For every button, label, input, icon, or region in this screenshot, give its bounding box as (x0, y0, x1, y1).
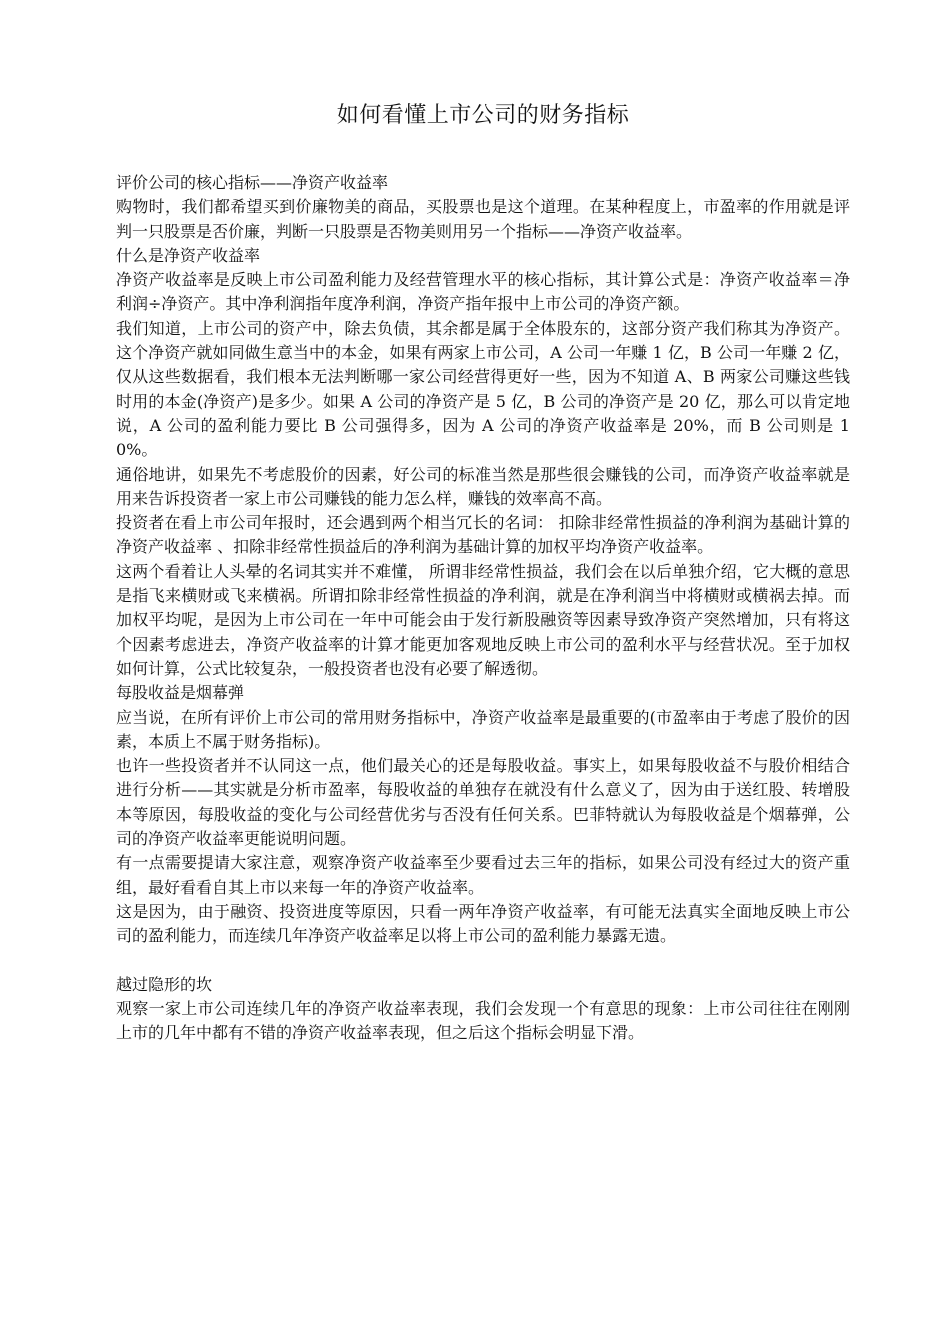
paragraph: 这两个看着让人头晕的名词其实并不难懂， 所谓非经常性损益，我们会在以后单独介绍，它大概的意思是指飞来横财或飞来横祸。所谓扣除非经常性损益的净利润，就是在净利润当中将横财或横祸去掉。而加权平均呢，是因为上市公司在一年中可能会由于发行新股融资等因素导致净资产突然增加，只有将这个因素考虑进去，净资产收益率的计算才能更加客观地反映上市公司的盈利水平与经营状况。至于加权如何计算，公式比较复杂，一般投资者也没有必要了解透彻。 (116, 561, 850, 678)
section-heading-core-indicator: 评价公司的核心指标——净资产收益率 (116, 173, 389, 192)
paragraph: 购物时，我们都希望买到价廉物美的商品，买股票也是这个道理。在某种程度上，市盈率的作用就是评判一只股票是否价廉，判断一只股票是否物美则用另一个指标——净资产收益率。 (116, 197, 850, 241)
paragraph: 应当说，在所有评价上市公司的常用财务指标中，净资产收益率是最重要的(市盈率由于考虑了股价的因素，本质上不属于财务指标)。 (116, 707, 850, 751)
section-heading-what-is-roe: 什么是净资产收益率 (116, 245, 261, 265)
paragraph: 净资产收益率是反映上市公司盈利能力及经营管理水平的核心指标，其计算公式是：净资产收益率＝净利润÷净资产。其中净利润指年度净利润，净资产指年报中上市公司的净资产额。 (116, 270, 850, 314)
section-heading-eps-smokescreen: 每股收益是烟幕弹 (116, 683, 245, 703)
paragraph: 这是因为，由于融资、投资进度等原因，只看一两年净资产收益率，有可能无法真实全面地反映上市公司的盈利能力，而连续几年净资产收益率足以将上市公司的盈利能力暴露无遗。 (116, 901, 850, 946)
section-heading-invisible-hurdle: 越过隐形的坎 (116, 974, 213, 994)
document-title: 如何看懂上市公司的财务指标 (336, 103, 630, 128)
paragraph: 也许一些投资者并不认同这一点，他们最关心的还是每股收益。事实上，如果每股收益不与股价相结合进行分析——其实就是分析市盈率，每股收益的单独存在就没有什么意义了，因为由于送红股、转增股本等原因，每股收益的变化与公司经营优劣与否没有任何关系。巴菲特就认为每股收益是个烟幕弹，公司的净资产收益率更能说明问题。 (116, 756, 850, 849)
paragraph: 有一点需要提请大家注意，观察净资产收益率至少要看过去三年的指标，如果公司没有经过大的资产重组，最好看看自其上市以来每一年的净资产收益率。 (116, 853, 850, 897)
paragraph: 通俗地讲，如果先不考虑股价的因素，好公司的标准当然是那些很会赚钱的公司，而净资产收益率就是用来告诉投资者一家上市公司赚钱的能力怎么样，赚钱的效率高不高。 (116, 464, 850, 508)
paragraph: 我们知道，上市公司的资产中，除去负债，其余都是属于全体股东的，这部分资产我们称其为净资产。这个净资产就如同做生意当中的本金，如果有两家上市公司，A 公司一年赚 1 亿，B 公司一年赚 2 亿，仅从这些数据看，我们根本无法判断哪一家公司经营得更好一些，因为不知道 A、B 两家公司赚这些钱时用的本金(净资产)是多少。如果 A 公司的净资产是 5 亿，B 公司的净资产是 20 亿，那么可以肯定地说，A 公司的盈利能力要比 B 公司强得多，因为 A 公司的净资产收益率是 20%，而 B 公司则是 10%。 (116, 318, 850, 460)
blank-line (116, 949, 850, 973)
paragraph: 观察一家上市公司连续几年的净资产收益率表现，我们会发现一个有意思的现象：上市公司往往在刚刚上市的几年中都有不错的净资产收益率表现，但之后这个指标会明显下滑。 (116, 999, 850, 1043)
document-body (116, 171, 850, 1046)
paragraph: 投资者在看上市公司年报时，还会遇到两个相当冗长的名词： 扣除非经常性损益的净利润为基础计算的净资产收益率 、扣除非经常性损益后的净利润为基础计算的加权平均净资产收益率。 (116, 513, 850, 557)
